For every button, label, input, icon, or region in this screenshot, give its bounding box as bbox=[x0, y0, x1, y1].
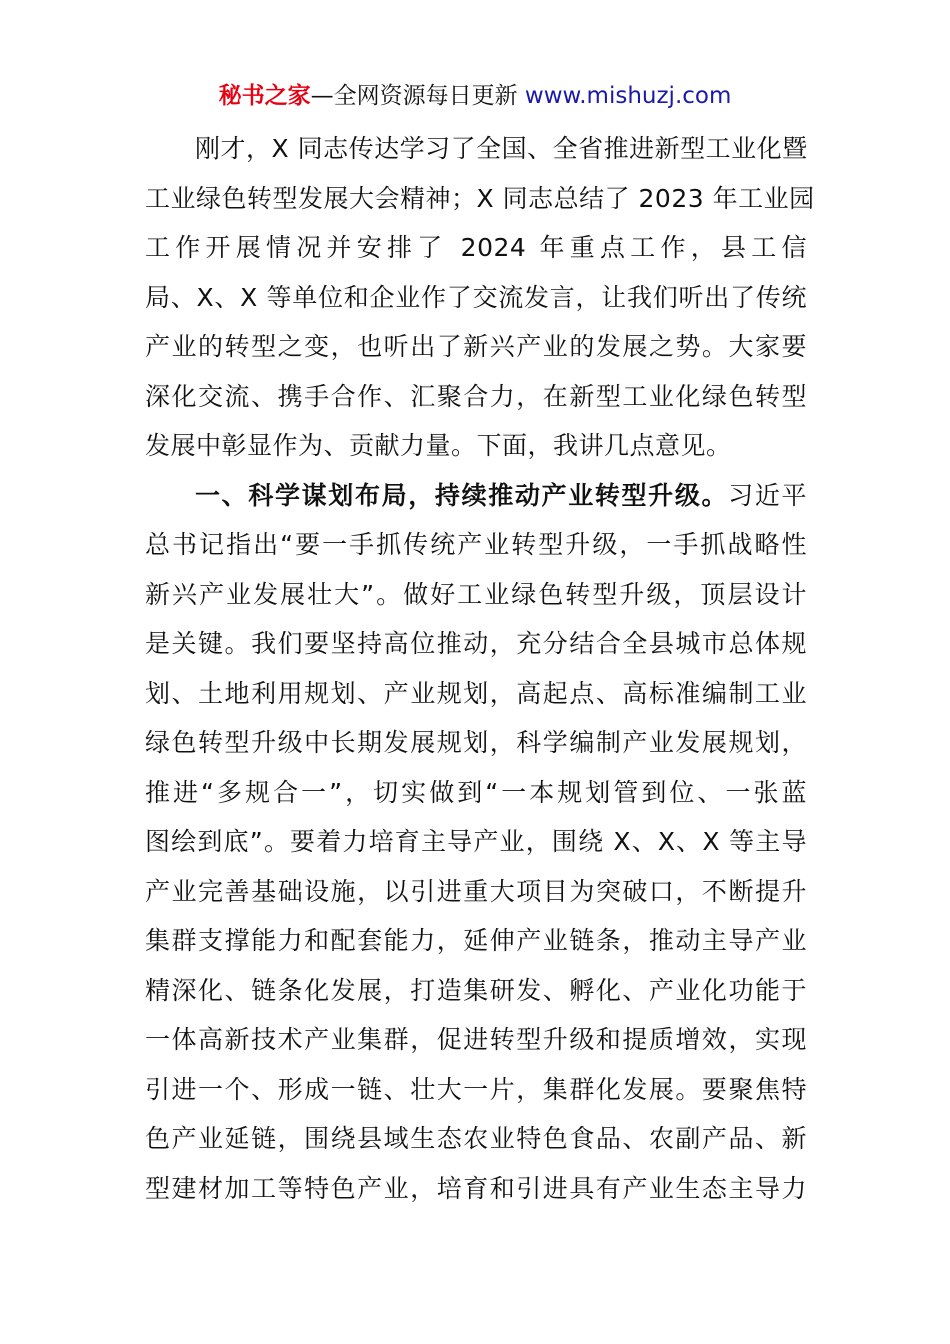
paragraph-line: 引进一个、形成一链、壮大一片，集群化发展。要聚焦特 bbox=[145, 1074, 807, 1104]
paragraph-line: 是关键。我们要坚持高位推动，充分结合全县城市总体规 bbox=[145, 629, 807, 658]
paragraph-line: 工作开展情况并安排了 2024 年重点工作，县工信 bbox=[145, 233, 807, 262]
paragraph-line: 划、土地利用规划、产业规划，高起点、高标准编制工业 bbox=[145, 678, 807, 708]
paragraph-line: 推进“多规合一”，切实做到“一本规划管到位、一张蓝 bbox=[145, 777, 807, 807]
document-body bbox=[145, 124, 815, 1213]
banner-tagline: —全网资源每日更新 bbox=[310, 83, 525, 109]
paragraph-line: 一体高新技术产业集群，促进转型升级和提质增效，实现 bbox=[145, 1025, 807, 1054]
paragraph-line: 新兴产业发展壮大”。做好工业绿色转型升级，顶层设计 bbox=[145, 579, 807, 609]
section-heading: 一、科学谋划布局，持续推动产业转型升级。 bbox=[195, 480, 729, 510]
paragraph-line: 深化交流、携手合作、汇聚合力，在新型工业化绿色转型 bbox=[145, 381, 807, 411]
paragraph-line: 色产业延链，围绕县域生态农业特色食品、农副产品、新 bbox=[145, 1124, 807, 1153]
section-heading-line bbox=[145, 471, 807, 521]
paragraph-line: 总书记指出“要一手抓传统产业转型升级，一手抓战略性 bbox=[145, 530, 807, 559]
paragraph-line: 工业绿色转型发展大会精神；X 同志总结了 2023 年工业园 bbox=[145, 183, 815, 213]
paragraph-line: 局、X、X 等单位和企业作了交流发言，让我们听出了传统 bbox=[145, 282, 807, 312]
section-one-paragraph bbox=[145, 471, 807, 1214]
paragraph-line: 刚才，X 同志传达学习了全国、全省推进新型工业化暨 bbox=[195, 134, 808, 163]
paragraph-line: 产业的转型之变，也听出了新兴产业的发展之势。大家要 bbox=[145, 332, 807, 361]
paragraph-line: 产业完善基础设施，以引进重大项目为突破口，不断提升 bbox=[145, 876, 807, 906]
site-banner bbox=[0, 80, 950, 112]
site-url-link[interactable]: www.mishuzj.com bbox=[524, 83, 732, 109]
paragraph-line: 绿色转型升级中长期发展规划，科学编制产业发展规划， bbox=[145, 728, 807, 757]
paragraph-line: 集群支撑能力和配套能力，延伸产业链条，推动主导产业 bbox=[145, 926, 807, 955]
section-heading-rest: 习近平 bbox=[728, 480, 807, 510]
paragraph-line: 图绘到底”。要着力培育主导产业，围绕 X、X、X 等主导 bbox=[145, 827, 807, 856]
brand-name: 秘书之家 bbox=[218, 83, 311, 109]
paragraph-line: 精深化、链条化发展，打造集研发、孵化、产业化功能于 bbox=[145, 975, 807, 1005]
intro-paragraph bbox=[145, 124, 815, 471]
paragraph-line: 型建材加工等特色产业，培育和引进具有产业生态主导力 bbox=[145, 1173, 807, 1203]
paragraph-line: 发展中彰显作为、贡献力量。下面，我讲几点意见。 bbox=[145, 431, 732, 460]
